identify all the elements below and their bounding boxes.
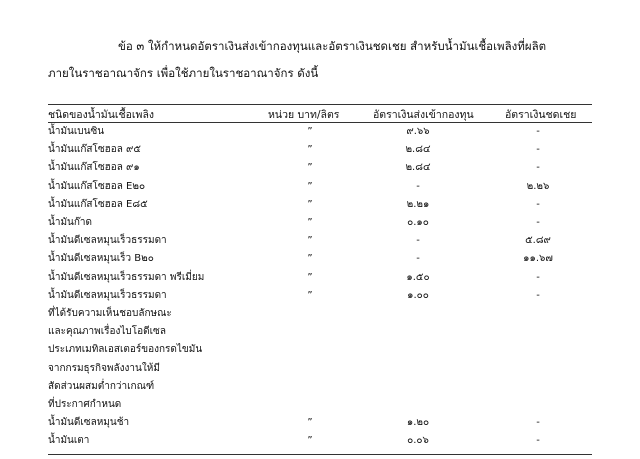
- fuel-type-cell: น้ำมันดีเซลหมุนช้า: [48, 417, 130, 428]
- header-unit: หน่วย บาท/ลิตร: [268, 109, 340, 121]
- compensation-rate-cell: -: [536, 417, 540, 428]
- fuel-type-cell: น้ำมันดีเซลหมุนเร็วธรรมดา พรีเมี่ยม: [48, 272, 205, 283]
- compensation-rate-cell: -: [536, 144, 540, 155]
- fund-rate-cell: -: [416, 253, 420, 264]
- header-fund-rate: อัตราเงินส่งเข้ากองทุน: [373, 109, 474, 121]
- unit-ditto-cell: ”: [307, 199, 313, 210]
- intro-paragraph-line-1: ข้อ ๓ ให้กำหนดอัตราเงินส่งเข้ากองทุนและอัตราเงินชดเชย สำหรับน้ำมันเชื้อเพลิงที่ผลิต: [118, 39, 547, 53]
- compensation-rate-cell: -: [536, 435, 540, 446]
- fuel-type-cell: ประเภทเมทิลเอสเตอร์ของกรดไขมัน: [48, 344, 203, 355]
- compensation-rate-cell: ๑๑.๖๗: [523, 253, 553, 264]
- compensation-rate-cell: -: [536, 162, 540, 173]
- compensation-rate-cell: ๒.๒๖: [526, 181, 550, 192]
- fuel-type-cell: น้ำมันแก๊สโซฮอล ๙๑: [48, 162, 140, 173]
- fuel-type-cell: น้ำมันแก๊สโซฮอล E๒๐: [48, 181, 146, 192]
- fuel-type-cell: สัดส่วนผสมต่ำกว่าเกณฑ์: [48, 381, 155, 392]
- fuel-type-cell: น้ำมันดีเซลหมุนเร็วธรรมดา: [48, 235, 167, 246]
- unit-ditto-cell: ”: [307, 435, 313, 446]
- fuel-type-cell: จากกรมธุรกิจพลังงานให้มี: [48, 363, 160, 374]
- unit-ditto-cell: ”: [307, 235, 313, 246]
- unit-ditto-cell: ”: [307, 290, 313, 301]
- compensation-rate-cell: -: [536, 290, 540, 301]
- compensation-rate-cell: -: [536, 199, 540, 210]
- unit-ditto-cell: ”: [307, 181, 313, 192]
- compensation-rate-cell: -: [536, 126, 540, 137]
- fund-rate-cell: ๑.๐๐: [407, 290, 429, 301]
- fund-rate-cell: ๑.๒๐: [406, 417, 430, 428]
- fund-rate-cell: ๒.๘๔: [405, 162, 431, 173]
- fund-rate-cell: ๒.๘๔: [405, 144, 431, 155]
- compensation-rate-cell: ๕.๘๙: [525, 235, 551, 246]
- header-compensation-rate: อัตราเงินชดเชย: [505, 109, 577, 121]
- fuel-type-cell: ที่ประกาศกำหนด: [48, 399, 122, 410]
- unit-ditto-cell: ”: [307, 162, 313, 173]
- fuel-type-cell: น้ำมันแก๊สโซฮอล E๘๕: [48, 199, 148, 210]
- fund-rate-cell: ๐.๑๐: [407, 217, 429, 228]
- table-top-rule: [48, 104, 592, 105]
- table-header-rule: [48, 122, 592, 123]
- fund-rate-cell: -: [416, 181, 420, 192]
- fund-rate-cell: -: [416, 235, 420, 246]
- unit-ditto-cell: ”: [307, 144, 313, 155]
- fuel-type-cell: น้ำมันก๊าด: [48, 217, 93, 228]
- compensation-rate-cell: -: [536, 272, 540, 283]
- fuel-type-cell: น้ำมันเตา: [48, 435, 90, 446]
- unit-ditto-cell: ”: [307, 217, 313, 228]
- unit-ditto-cell: ”: [307, 253, 313, 264]
- fuel-type-cell: น้ำมันเบนซิน: [48, 126, 105, 137]
- unit-ditto-cell: ”: [307, 126, 313, 137]
- fund-rate-cell: ๐.๐๖: [407, 435, 429, 446]
- fuel-type-cell: น้ำมันดีเซลหมุนเร็วธรรมดา: [48, 290, 167, 301]
- header-fuel-type: ชนิดของน้ำมันเชื้อเพลิง: [48, 109, 154, 121]
- fuel-type-cell: ที่ได้รับความเห็นชอบลักษณะ: [48, 308, 172, 319]
- intro-paragraph-line-2: ภายในราชอาณาจักร เพื่อใช้ภายในราชอาณาจักร ดังนี้: [48, 66, 319, 80]
- fuel-type-cell: น้ำมันแก๊สโซฮอล ๙๕: [48, 144, 141, 155]
- unit-ditto-cell: ”: [307, 272, 313, 283]
- table-bottom-rule: [48, 454, 592, 455]
- fund-rate-cell: ๒.๒๑: [406, 199, 430, 210]
- compensation-rate-cell: -: [536, 217, 540, 228]
- fund-rate-cell: ๙.๖๖: [406, 126, 430, 137]
- fuel-type-cell: น้ำมันดีเซลหมุนเร็ว B๒๐: [48, 253, 154, 264]
- fund-rate-cell: ๑.๕๐: [406, 272, 430, 283]
- fuel-type-cell: และคุณภาพเรื่องไบโอดีเซล: [48, 326, 166, 337]
- unit-ditto-cell: ”: [307, 417, 313, 428]
